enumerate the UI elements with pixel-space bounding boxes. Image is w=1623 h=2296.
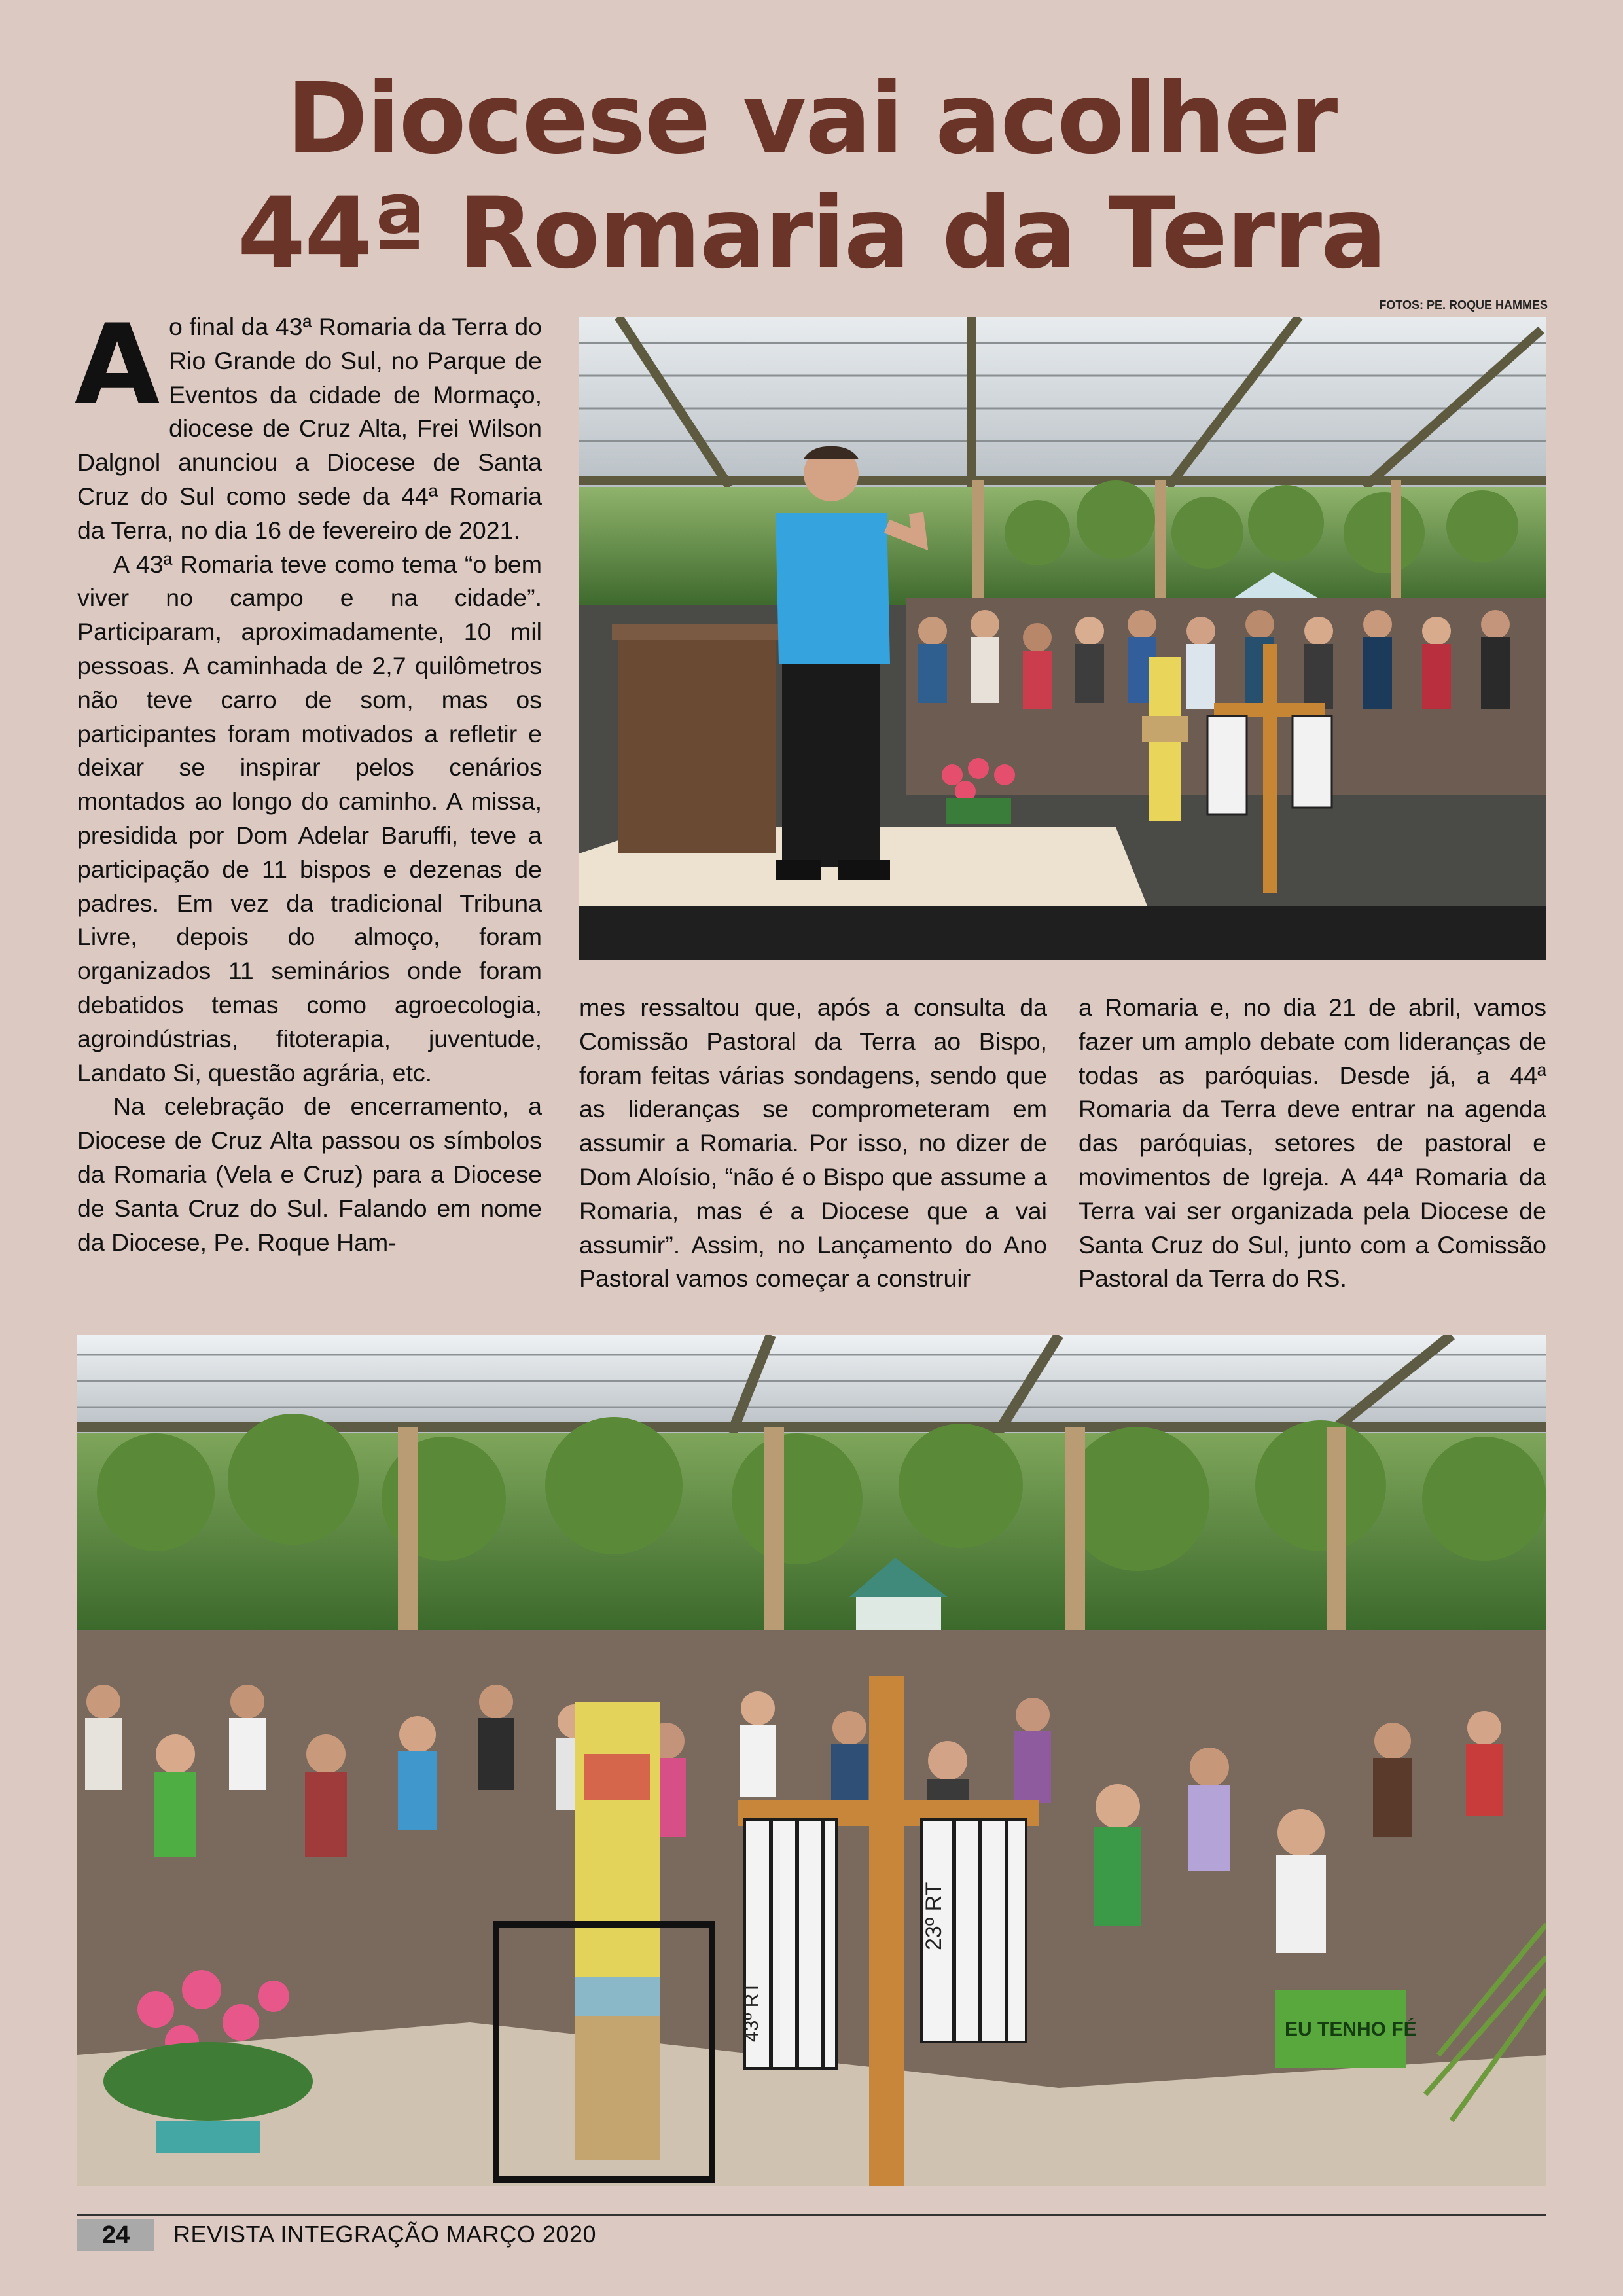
ribbon-label-23: 23º RT (921, 1882, 946, 1950)
paragraph-1-text: o final da 43ª Romaria da Terra do Rio Grande do Sul, no Parque de Eventos da cidade de Mormaço, diocese de Cruz Alta, Frei Wilson Dalgnol anunciou a Diocese de Santa Cruz do Sul como sede da 44ª Romaria da Terra, no dia 16 de fevereiro de 2021. (77, 313, 542, 544)
paragraph-2: A 43ª Romaria teve como tema “o bem viver no campo e na cidade”. Participaram, aproximadamente, 10 mil pessoas. A caminhada de 2,7 quilômetros não teve carro de som, mas os participantes foram motivados a refletir e deixar se inspirar pelos cenários montados ao longo do caminho. A missa, presidida por Dom Adelar Baruffi, teve a participação de 11 bispos e dezenas de padres. Em vez da tradicional Tribuna Livre, depois do almoço, foram organizados 11 seminários onde foram debatidos temas como agroecologia, agroindústrias, fitoterapia, juventude, Landato Si, questão agrária, etc. (77, 550, 542, 1086)
article-column-2 (579, 991, 1047, 1296)
page-number: 24 (77, 2219, 154, 2251)
headline-line-1: Diocese vai acolher (286, 62, 1337, 176)
photo-credit: FOTOS: PE. ROQUE HAMMES (1379, 298, 1548, 312)
paragraph-5: a Romaria e, no dia 21 de abril, vamos fazer um amplo debate com lideranças de todas as paróquias. Desde já, a 44ª Romaria da Terra deve entrar na agenda das paróquias, setores de pastoral e movimentos de Igreja. A 44ª Romaria da Terra vai ser organizada pela Diocese de Santa Cruz do Sul, junto com a Comissão Pastoral da Terra do RS. (1079, 994, 1546, 1293)
magazine-name: REVISTA INTEGRAÇÃO MARÇO 2020 (173, 2221, 596, 2248)
article-column-3 (1079, 991, 1546, 1296)
dropcap: A (75, 300, 160, 429)
headline-line-2: 44ª Romaria da Terra (237, 177, 1386, 291)
paragraph-1 (75, 300, 542, 548)
photo-crowd-with-symbols (77, 1335, 1546, 2186)
ribbon-label-43: 43º RT (741, 1981, 762, 2042)
footer-rule (77, 2214, 1546, 2216)
bag-text: EU TENHO FÉ (1285, 2018, 1417, 2040)
paragraph-4: mes ressaltou que, após a consulta da Comissão Pastoral da Terra ao Bispo, foram feitas várias sondagens, sendo que as lideranças se comprometeram em assumir a Romaria. Por isso, no dizer de Dom Aloísio, “não é o Bispo que assume a Romaria, mas é a Diocese que a vai assumir”. Assim, no Lançamento do Ano Pastoral vamos começar a construir (579, 994, 1047, 1293)
paragraph-3: Na celebração de encerramento, a Diocese de Cruz Alta passou os símbolos da Romaria (Vela e Cruz) para a Diocese de Santa Cruz do Sul. Falando em nome da Diocese, Pe. Roque Ham- (77, 1092, 542, 1256)
article-headline (0, 62, 1623, 291)
photo-speaker-at-event (579, 317, 1546, 960)
article-column-1 (75, 300, 542, 1259)
